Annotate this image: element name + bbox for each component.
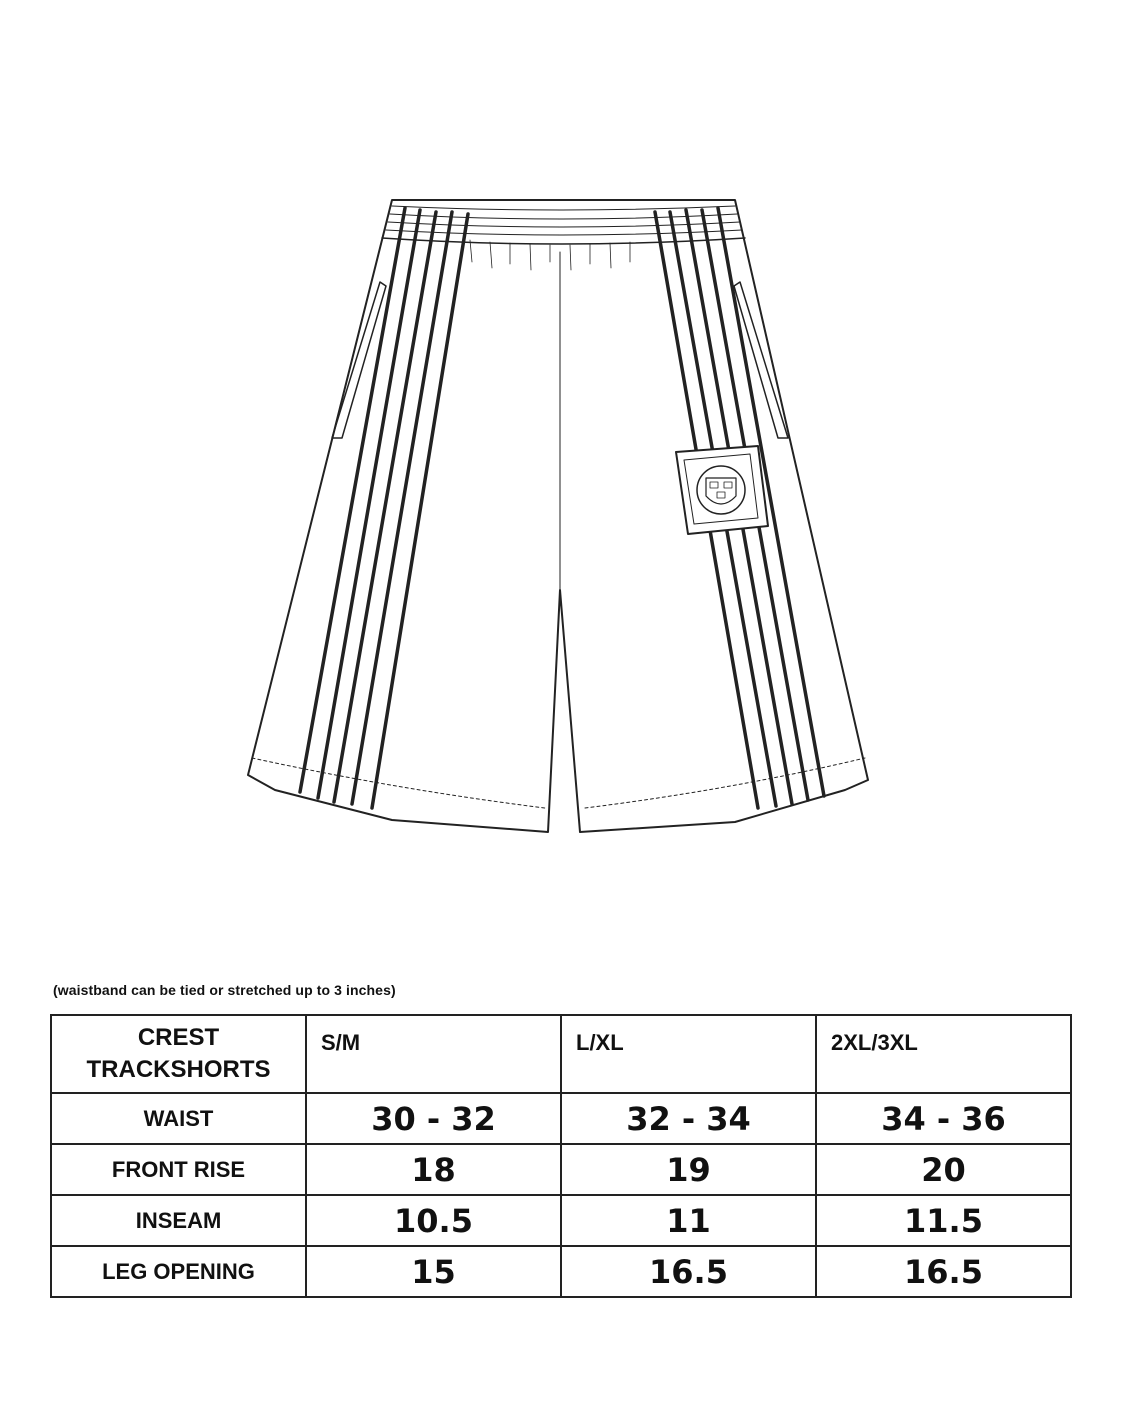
value-cell: 18 <box>306 1144 561 1195</box>
row-label: INSEAM <box>51 1195 306 1246</box>
value-cell: 11.5 <box>816 1195 1071 1246</box>
row-label: FRONT RISE <box>51 1144 306 1195</box>
left-hem <box>252 758 545 808</box>
value-cell: 32 - 34 <box>561 1093 816 1144</box>
left-stripes <box>300 208 468 808</box>
row-label: LEG OPENING <box>51 1246 306 1297</box>
size-header-2xl3xl: 2XL/3XL <box>816 1015 1071 1093</box>
value-cell: 34 - 36 <box>816 1093 1071 1144</box>
product-name-line1: CREST <box>137 1024 220 1051</box>
table-row-leg-opening <box>51 1246 1071 1297</box>
shorts-technical-drawing <box>240 190 880 840</box>
product-name-line2: TRACKSHORTS <box>86 1056 271 1083</box>
right-pocket <box>734 282 788 438</box>
size-header-sm: S/M <box>306 1015 561 1093</box>
row-label: WAIST <box>51 1093 306 1144</box>
size-chart-table <box>50 1014 1072 1298</box>
table-row-front-rise <box>51 1144 1071 1195</box>
value-cell: 10.5 <box>306 1195 561 1246</box>
value-cell: 16.5 <box>561 1246 816 1297</box>
value-cell: 15 <box>306 1246 561 1297</box>
size-chart-header-row <box>51 1015 1071 1093</box>
size-header-lxl: L/XL <box>561 1015 816 1093</box>
value-cell: 20 <box>816 1144 1071 1195</box>
product-name-cell <box>51 1015 306 1093</box>
table-row-waist <box>51 1093 1071 1144</box>
waistband-note: (waistband can be tied or stretched up to 3 inches) <box>53 982 396 998</box>
table-row-inseam <box>51 1195 1071 1246</box>
value-cell: 11 <box>561 1195 816 1246</box>
value-cell: 16.5 <box>816 1246 1071 1297</box>
value-cell: 30 - 32 <box>306 1093 561 1144</box>
crest-patch-icon <box>676 446 768 534</box>
value-cell: 19 <box>561 1144 816 1195</box>
